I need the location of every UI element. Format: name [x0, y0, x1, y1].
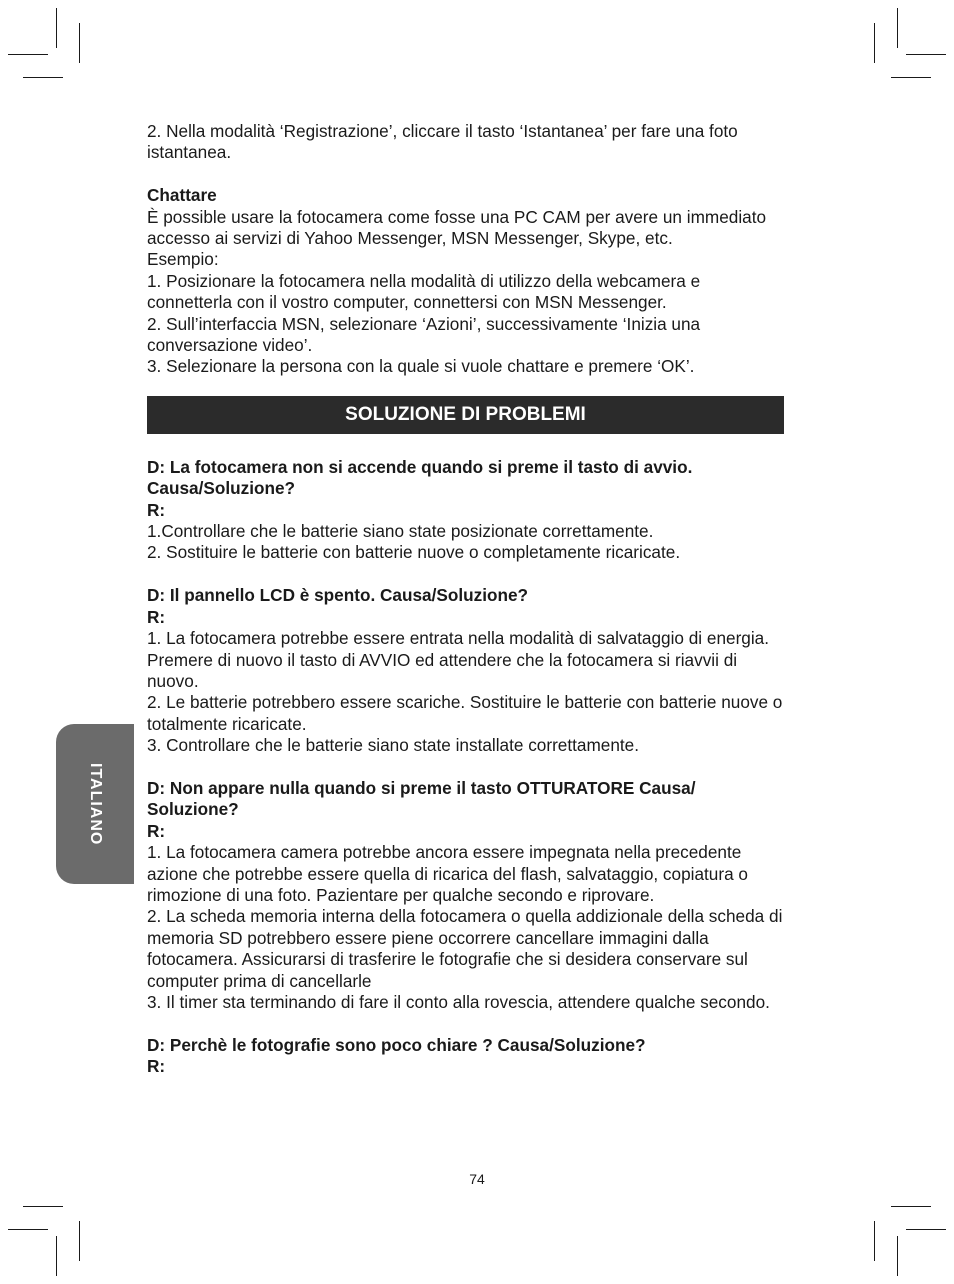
crop-mark — [897, 8, 898, 48]
crop-mark — [874, 1221, 875, 1261]
crop-mark — [891, 1206, 931, 1207]
crop-mark — [8, 54, 48, 55]
faq-answer: 3. Il timer sta terminando di fare il conto alla rovescia, attendere qualche secondo. — [147, 991, 770, 1012]
faq-answer: 1. La fotocamera potrebbe essere entrata nella modalità di salvataggio di energia. Premere di nuovo il tasto di AVVIO ed attendere che la fotocamera si riavvii di nuovo. — [147, 628, 770, 691]
crop-mark — [906, 54, 946, 55]
crop-mark — [23, 1206, 63, 1207]
crop-mark — [8, 1229, 48, 1230]
faq-answer: 1.Controllare che le batterie siano state posizionate correttamente. — [147, 521, 654, 542]
page-number: 74 — [469, 1171, 485, 1187]
crop-mark — [79, 1221, 80, 1261]
faq-answer-label: R: — [147, 606, 166, 627]
section-banner: SOLUZIONE DI PROBLEMI — [147, 396, 784, 434]
section-heading-chattare: Chattare — [147, 185, 217, 206]
paragraph: Esempio: — [147, 249, 219, 270]
faq-answer: 2. La scheda memoria interna della fotocamera o quella addizionale della scheda di memoria SD potrebbero essere piene occorrere cancellare immagini dalla fotocamera. Assicurarsi di trasferire le fotografie che si desidera conservare sul computer prima di cancellarle — [147, 906, 783, 991]
crop-mark — [906, 1229, 946, 1230]
faq-question: D: Non appare nulla quando si preme il tasto OTTURATORE Causa/ Soluzione? — [147, 777, 696, 820]
crop-mark — [23, 77, 63, 78]
faq-answer: 2. Le batterie potrebbero essere scariche. Sostituire le batterie con batterie nuove o totalmente ricaricate. — [147, 692, 783, 734]
paragraph: 2. Nella modalità ‘Registrazione’, cliccare il tasto ‘Istantanea’ per fare una foto istantanea. — [147, 121, 738, 163]
list-item: 3. Selezionare la persona con la quale si vuole chattare e premere ‘OK’. — [147, 356, 695, 377]
faq-question: D: Perchè le fotografie sono poco chiare ? Causa/Soluzione? — [147, 1034, 646, 1055]
list-item: 1. Posizionare la fotocamera nella modalità di utilizzo della webcamera e connetterla con il vostro computer, connettersi con MSN Messenger. — [147, 270, 701, 313]
faq-answer-label: R: — [147, 1056, 166, 1077]
crop-mark — [79, 23, 80, 63]
paragraph: È possible usare la fotocamera come fosse una PC CAM per avere un immediato accesso ai servizi di Yahoo Messenger, MSN Messenger, Skype, etc. — [147, 206, 767, 249]
list-item: 2. Sull’interfaccia MSN, selezionare ‘Azioni’, successivamente ‘Inizia una conversazione video’. — [147, 313, 701, 356]
faq-question: D: La fotocamera non si accende quando si preme il tasto di avvio. Causa/Soluzione? — [147, 456, 693, 499]
crop-mark — [874, 23, 875, 63]
crop-mark — [56, 1236, 57, 1276]
crop-mark — [56, 8, 57, 48]
crop-mark — [897, 1236, 898, 1276]
faq-answer: 3. Controllare che le batterie siano state installate correttamente. — [147, 735, 640, 756]
faq-answer: 2. Sostituire le batterie con batterie nuove o completamente ricaricate. — [147, 542, 681, 563]
language-side-tab — [56, 724, 134, 884]
page-content — [147, 121, 787, 1078]
faq-question: D: Il pannello LCD è spento. Causa/Soluzione? — [147, 585, 529, 606]
crop-mark — [891, 77, 931, 78]
faq-answer-label: R: — [147, 499, 166, 520]
faq-answer-label: R: — [147, 820, 166, 841]
faq-answer: 1. La fotocamera camera potrebbe ancora essere impegnata nella precedente azione che potrebbe essere quella di ricarica del flash, salvataggio, copiatura o rimozione di una foto. Pazientare per qualche secondo e riprovare. — [147, 842, 748, 905]
language-side-tab-label: ITALIANO — [87, 762, 104, 846]
